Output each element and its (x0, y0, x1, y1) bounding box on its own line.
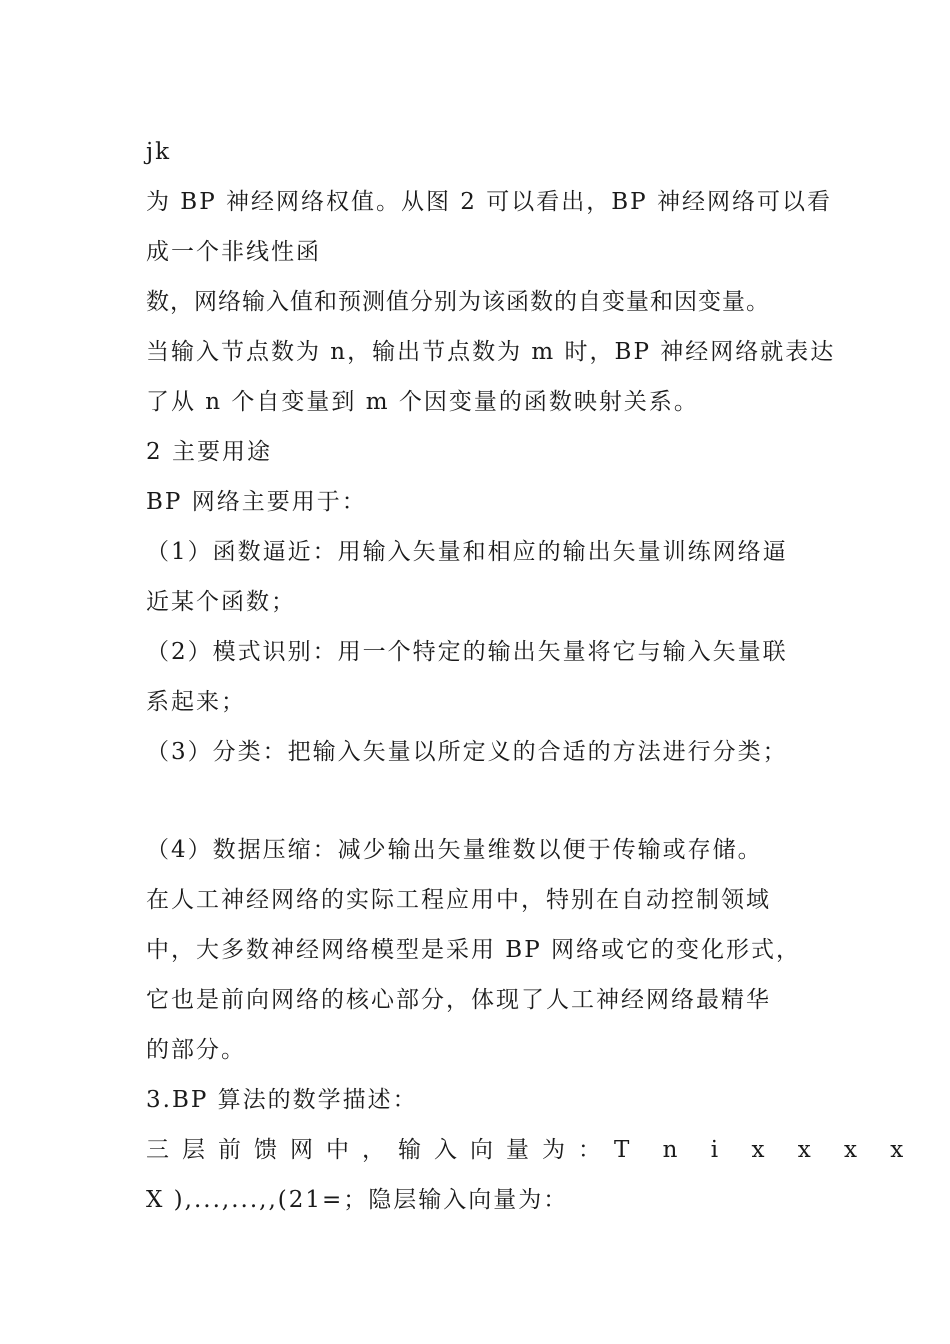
list-item-continuation: 近某个函数； (146, 589, 296, 615)
text-line: 中，大多数神经网络模型是采用 BP 网络或它的变化形式， (146, 937, 801, 963)
text-line: 它也是前向网络的核心部分，体现了人工神经网络最精华 (146, 987, 771, 1013)
list-item: （2）模式识别：用一个特定的输出矢量将它与输入矢量联 (146, 639, 788, 665)
text-line: 三层前馈网中，输入向量为：T n i x x x x (146, 1137, 917, 1163)
text-line: BP 网络主要用于： (146, 489, 367, 515)
section-heading: 2 主要用途 (146, 439, 272, 465)
list-item: （3）分类：把输入矢量以所定义的合适的方法进行分类； (146, 739, 788, 765)
text-line: 的部分。 (146, 1037, 246, 1063)
list-item-continuation: 系起来； (146, 689, 246, 715)
text-line: 在人工神经网络的实际工程应用中，特别在自动控制领域 (146, 887, 771, 913)
text-line: 数，网络输入值和预测值分别为该函数的自变量和因变量。 (146, 289, 770, 315)
text-line: 为 BP 神经网络权值。从图 2 可以看出，BP 神经网络可以看 (146, 189, 832, 215)
section-heading: 3.BP 算法的数学描述： (146, 1087, 418, 1113)
text-line: 了从 n 个自变量到 m 个因变量的函数映射关系。 (146, 389, 699, 415)
text-line: 当输入节点数为 n，输出节点数为 m 时，BP 神经网络就表达 (146, 339, 836, 365)
text-line: X ),...,...,,(21=；隐层输入向量为： (146, 1187, 569, 1213)
list-item: （4）数据压缩：减少输出矢量维数以便于传输或存储。 (146, 837, 763, 863)
text-line: 成一个非线性函 (146, 239, 321, 265)
list-item: （1）函数逼近：用输入矢量和相应的输出矢量训练网络逼 (146, 539, 788, 565)
text-line-subscript-jk: jk (146, 139, 172, 165)
